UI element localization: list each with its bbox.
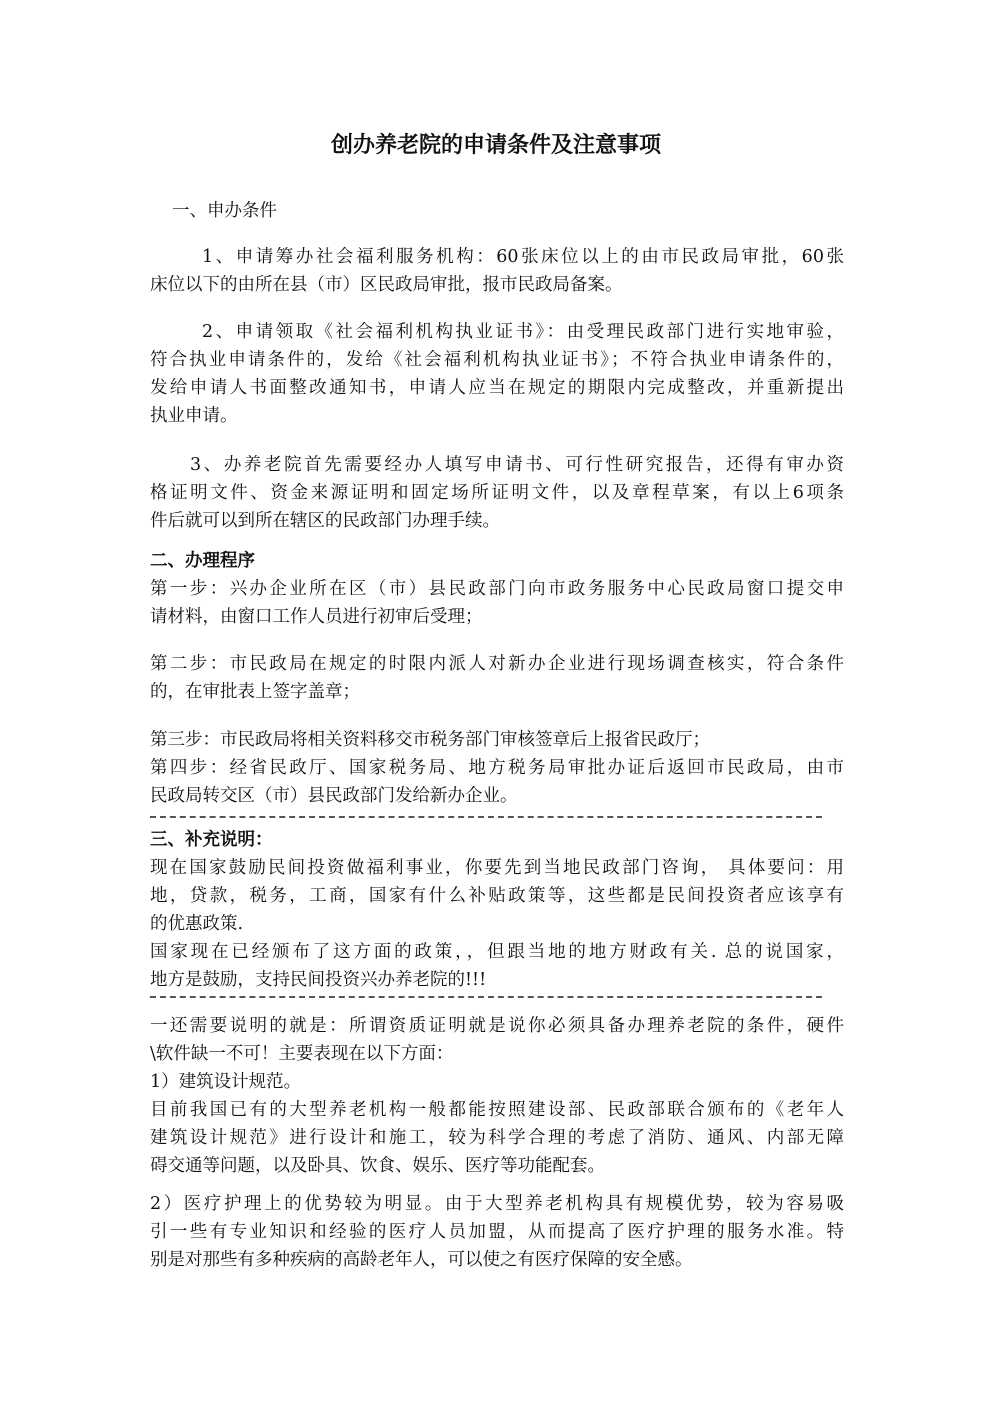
step3-4: 第三步：市民政局将相关资料移交市税务部门审核签章后上报省民政厅； 第四步：经省民政厅、国家税务局、地方税务局审批办证后返回市民政局，由市 民政局转交区（市）县民政部门发给新办企业。 [150,730,844,806]
section3: 三、补充说明： 现在国家鼓励民间投资做福利事业，你要先到当地民政部门咨询， 具体要问：用 地，贷款，税务，工商，国家有什么补贴政策等，这些都是民间投资者应该享有 的优惠政策. 国家现在已经颁布了这方面的政策，，但跟当地的地方财政有关. 总的说国家， 地方是鼓励，支持民间投资兴办养老院的!!! [150,826,844,994]
dashed-divider [150,816,822,818]
section1-heading: 一、申办条件 [172,201,277,221]
point2: 2）医疗护理上的优势较为明显。由于大型养老机构具有规模优势，较为容易吸 引一些有专业知识和经验的医疗人员加盟，从而提高了医疗护理的服务水准。特 别是对那些有多种疾病的高龄老年人，可以使之有医疗保障的安全感。 [150,1194,844,1270]
step2: 第二步：市民政局在规定的时限内派人对新办企业进行现场调查核实，符合条件 的，在审批表上签字盖章； [150,654,844,702]
step1-line2: 请材料，由窗口工作人员进行初审后受理； [150,607,483,627]
point1-title: 1）建筑设计规范。 [150,1072,302,1092]
document-title: 创办养老院的申请条件及注意事项 [330,133,661,158]
section1-item3: 3、办养老院首先需要经办人填写申请书、可行性研究报告，还得有审办资 格证明文件、资金来源证明和固定场所证明文件，以及章程草案，有以上6项条 件后就可以到所在辖区的民政部门办理手续。 [150,455,844,531]
section3-details: 一还需要说明的就是：所谓资质证明就是说你必须具备办理养老院的条件，硬件 \软件缺一不可！主要表现在以下方面： 1）建筑设计规范。 目前我国已有的大型养老机构一般都能按照建设部、民政部联合颁布的《老年人 建筑设计规范》进行设计和施工，较为科学合理的考虑了消防、通风、内部无障 碍交通等问题，以及卧具、饮食、娱乐、医疗等功能配套。 [150,1016,844,1176]
section3-heading: 三、补充说明： [150,830,273,850]
section2 [150,547,844,631]
section1-item2: 2、申请领取《社会福利机构执业证书》：由受理民政部门进行实地审验， 符合执业申请条件的，发给《社会福利机构执业证书》；不符合执业申请条件的， 发给申请人书面整改通知书，申请人应当在规定的期限内完成整改，并重新提出 执业申请。 [150,322,844,426]
section2-heading: 二、办理程序 [150,551,255,571]
section1-item1: 1、申请筹办社会福利服务机构：60张床位以上的由市民政局审批，60张 床位以下的由所在县（市）区民政局审批，报市民政局备案。 [150,247,844,295]
dashed-divider [150,996,822,998]
step1-line1: 第一步：兴办企业所在区（市）县民政部门向市政务服务中心民政局窗口提交申 [150,579,844,599]
